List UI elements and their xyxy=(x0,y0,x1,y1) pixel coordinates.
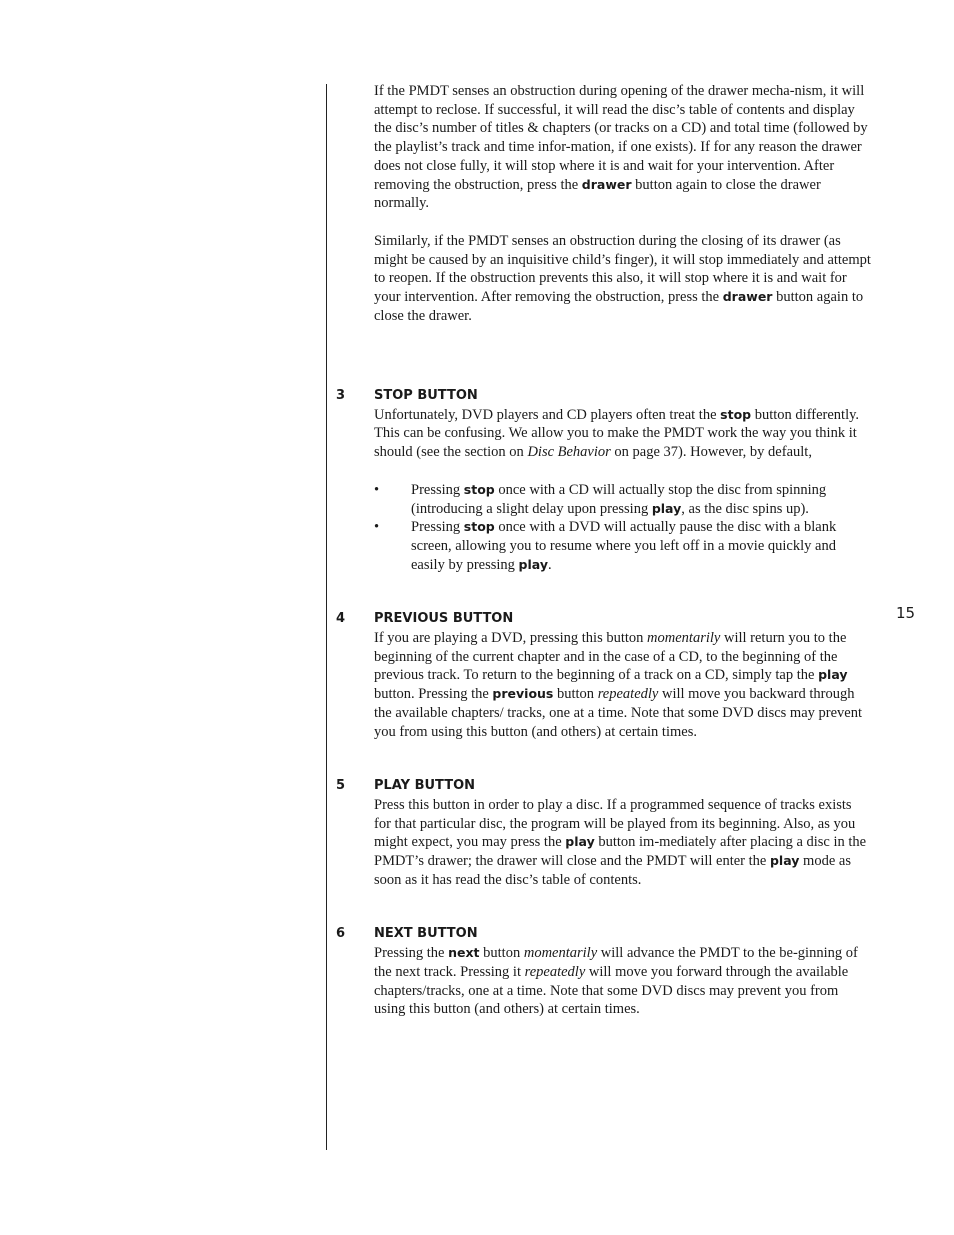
text: mode as soon as it has read the disc’s table of contents. xyxy=(374,853,851,888)
text: Unfortunately, DVD players and CD players often treat the xyxy=(374,406,721,423)
text: button differently. This can be confusing. We allow you to make the PMDT work the way you think it should (see the section on xyxy=(374,406,860,461)
section-number: 6 xyxy=(336,926,346,942)
text: Pressing xyxy=(411,481,464,498)
list-item xyxy=(374,481,872,518)
next-keyword: next xyxy=(448,945,480,961)
stop-keyword: stop xyxy=(720,406,752,422)
section-previous-button xyxy=(336,610,872,741)
bullet: • xyxy=(374,481,380,498)
section-title: PREVIOUS BUTTON xyxy=(374,611,514,627)
text: button again to close the drawer. xyxy=(374,289,864,324)
section-body xyxy=(374,944,872,1019)
text: once with a CD will actually stop the disc from spinning (introducing a slight delay upon pressing xyxy=(411,481,827,517)
page-body xyxy=(336,82,872,1019)
page-number: 15 xyxy=(896,604,916,622)
emphasis: repeatedly xyxy=(524,963,586,980)
section-number: 4 xyxy=(336,611,346,627)
section-title: PLAY BUTTON xyxy=(374,778,475,794)
section-number: 5 xyxy=(336,778,346,794)
section-number: 3 xyxy=(336,388,346,403)
text: button. Pressing the xyxy=(374,686,493,703)
text: Pressing the xyxy=(374,945,449,962)
text: on page 37). However, by default, xyxy=(610,444,812,461)
text: button im-mediately after placing a disc in the PMDT’s drawer; the drawer will close and the PMDT will enter the xyxy=(374,834,867,870)
text: will advance the PMDT to the be-ginning of the next track. Pressing it xyxy=(374,945,858,980)
play-keyword: play xyxy=(818,667,848,683)
section-title: STOP BUTTON xyxy=(374,388,478,403)
text: If you are playing a DVD, pressing this button xyxy=(374,630,648,647)
section-body xyxy=(374,796,872,890)
text: will move you forward through the available chapters/tracks, one at a time. Note that some DVD discs may prevent you from using this button (and others) at certain times. xyxy=(374,963,849,1018)
section-title: NEXT BUTTON xyxy=(374,926,478,942)
text: . xyxy=(547,556,552,573)
text: Press this button in order to play a disc. If a programmed sequence of tracks exists for that particular disc, the program will be played from its beginning. Also, as you might expect, you may press the xyxy=(374,796,856,851)
bullet: • xyxy=(374,519,380,536)
emphasis: repeatedly xyxy=(597,686,659,703)
text: button xyxy=(479,945,524,962)
text: once with a DVD will actually pause the disc with a blank screen, allowing you to resume where you left off in a movie quickly and easily by pressing xyxy=(411,519,837,573)
emphasis: Disc Behavior xyxy=(527,444,611,461)
intro-paragraph-1 xyxy=(374,82,872,213)
section-next-button xyxy=(336,925,872,1019)
section-body xyxy=(374,629,872,741)
play-keyword: play xyxy=(769,853,800,869)
play-keyword: play xyxy=(565,834,595,850)
text: Similarly, if the PMDT senses an obstruction during the closing of its drawer (as might be caused by an inquisitive child’s finger), it will stop immediately and attempt to reopen. If the obstruction prevents this also, it will stop where it is and wait for your intervention. After removing the obstruction, press the xyxy=(374,233,871,306)
play-keyword: play xyxy=(518,556,548,572)
text: button xyxy=(553,686,598,703)
emphasis: momentarily xyxy=(523,945,598,962)
emphasis: momentarily xyxy=(647,630,721,647)
play-keyword: play xyxy=(651,500,682,516)
list-item xyxy=(374,518,872,574)
section-body xyxy=(374,406,872,462)
bullet-list xyxy=(374,481,872,575)
margin-rule xyxy=(326,84,327,1150)
section-play-button xyxy=(336,777,872,889)
previous-keyword: previous xyxy=(492,686,554,702)
text: button again to close the drawer normally. xyxy=(374,176,821,212)
text: Pressing xyxy=(411,519,464,536)
section-stop-button xyxy=(336,387,872,574)
drawer-keyword: drawer xyxy=(722,289,773,305)
stop-keyword: stop xyxy=(463,519,495,535)
text: will move you backward through the available chapters/ tracks, one at a time. Note that some DVD discs may prevent you from using this button (and others) at certain times. xyxy=(374,686,863,740)
stop-keyword: stop xyxy=(463,481,495,497)
text: If the PMDT senses an obstruction during opening of the drawer mecha-nism, it will attempt to reclose. If successful, it will read the disc’s table of contents and display the disc’s number of titles & chapters (or tracks on a CD) and total time (followed by the playlist’s track and time infor-mation, if one exists). If for any reason the drawer does not close fully, it will stop where it is and wait for your intervention. After removing the obstruction, press the xyxy=(374,83,868,193)
text: will return you to the beginning of the current chapter and in the case of a CD, to the beginning of the previous track. To return to the beginning of a track on a CD, simply tap the xyxy=(374,630,847,684)
intro-paragraph-2 xyxy=(374,232,872,344)
drawer-keyword: drawer xyxy=(581,176,632,192)
text: , as the disc spins up). xyxy=(681,500,809,517)
